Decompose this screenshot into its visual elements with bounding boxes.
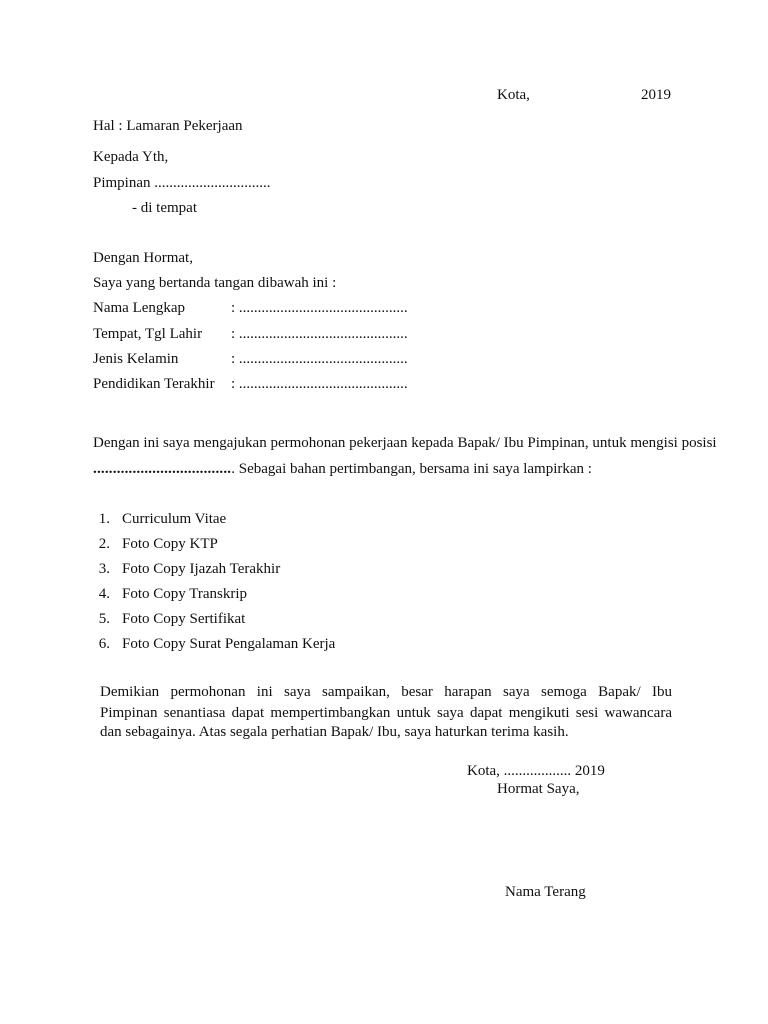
position-blank: ................................... — [93, 461, 232, 477]
list-item: Curriculum Vitae — [122, 511, 227, 527]
field-label: Pendidikan Terakhir — [93, 376, 215, 392]
field-value-blank: : ............................................. — [231, 300, 408, 316]
list-item-number: 5. — [98, 611, 110, 627]
request-line-2 — [93, 462, 592, 477]
closing-line-2: Pimpinan senantiasa dapat mempertimbangkan untuk saya dapat mengikuti sesi wawancara — [100, 705, 672, 721]
list-item: Foto Copy Ijazah Terakhir — [122, 561, 281, 577]
recipient-name: Pimpinan ............................... — [93, 175, 271, 191]
list-item: Foto Copy Sertifikat — [122, 611, 246, 627]
list-item-number: 3. — [98, 561, 110, 577]
signature-name: Nama Terang — [505, 884, 586, 900]
closing-line-3: dan sebagainya. Atas segala perhatian Bapak/ Ibu, saya haturkan terima kasih. — [100, 724, 569, 740]
field-label: Nama Lengkap — [93, 300, 186, 316]
greeting: Dengan Hormat, — [93, 250, 193, 266]
intro-line: Saya yang bertanda tangan dibawah ini : — [93, 275, 337, 291]
closing-line-1: Demikian permohonan ini saya sampaikan, besar harapan saya semoga Bapak/ Ibu — [100, 684, 672, 700]
list-item-number: 4. — [98, 586, 110, 602]
signature-place-date: Kota, .................. 2019 — [467, 763, 605, 779]
list-item-number: 6. — [98, 636, 110, 652]
field-value-blank: : ............................................. — [231, 351, 408, 367]
field-value-blank: : ............................................. — [231, 326, 408, 342]
signature-regards: Hormat Saya, — [497, 781, 580, 797]
header-city: Kota, — [497, 87, 530, 103]
recipient-salutation: Kepada Yth, — [93, 149, 169, 165]
recipient-place: - di tempat — [132, 200, 197, 216]
field-value-blank: : ............................................. — [231, 376, 408, 392]
header-year: 2019 — [641, 87, 671, 103]
field-label: Jenis Kelamin — [93, 351, 179, 367]
field-label: Tempat, Tgl Lahir — [93, 326, 203, 342]
request-line-2-text: . Sebagai bahan pertimbangan, bersama ini saya lampirkan : — [231, 461, 592, 477]
list-item: Foto Copy Surat Pengalaman Kerja — [122, 636, 336, 652]
list-item-number: 2. — [98, 536, 110, 552]
list-item: Foto Copy Transkrip — [122, 586, 248, 602]
letter-subject: Hal : Lamaran Pekerjaan — [93, 118, 243, 134]
list-item-number: 1. — [98, 511, 110, 527]
list-item: Foto Copy KTP — [122, 536, 218, 552]
request-line-1: Dengan ini saya mengajukan permohonan pekerjaan kepada Bapak/ Ibu Pimpinan, untuk mengisi posisi — [93, 435, 717, 451]
